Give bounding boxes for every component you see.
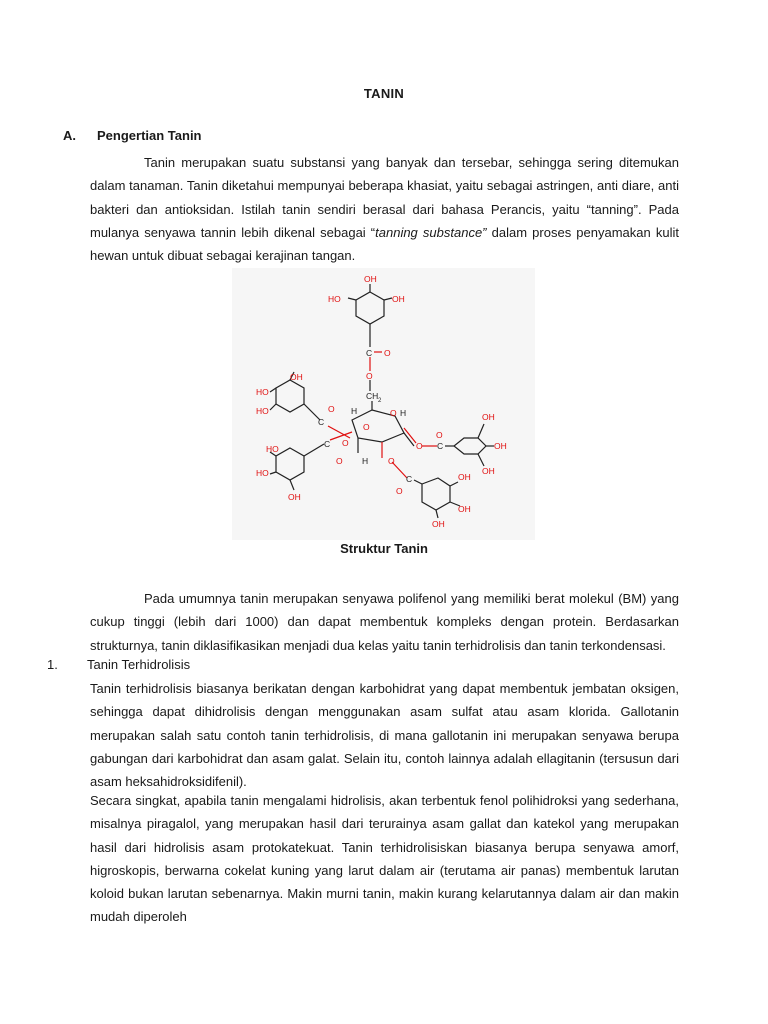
atom-oh-label: OH — [290, 372, 303, 382]
atom-oh-label: OH — [482, 412, 495, 422]
atom-ho-label: HO — [256, 406, 269, 416]
list-item — [47, 657, 190, 672]
intro-text-1: Tanin merupakan suatu substansi yang banyak dan tersebar, sehingga sering ditemukan dalam tanaman. Tanin diketahui mempunyai beberapa khasiat, yaitu sebagai astringen, anti diare, anti bakteri dan antioksidan. Istilah tanin sendiri berasal dari bahasa Perancis, yaitu “tanning”. Pada mulanya senyawa tannin lebih dikenal sebagai “ — [90, 155, 679, 240]
atom-h-label: H — [362, 456, 369, 466]
tannin-structure-figure — [232, 268, 535, 540]
atom-c-label: C — [406, 474, 413, 484]
paragraph-3: Tanin terhidrolisis biasanya berikatan dengan karbohidrat yang dapat membentuk jembatan oksigen, sehingga dapat dihidrolisis dengan menggunakan asam sulfat atau asam klorida. Gallotanin merupakan salah satu contoh tanin terhidrolisis, di mana gallotanin ini merupakan senyawa berupa gabungan dari karbohidrat dan asam galat. Selain itu, contoh lainnya adalah ellagitanin (tersusun dari asam heksahidroksidifenil). — [90, 681, 679, 790]
atom-o-label: O — [436, 430, 443, 440]
intro-emphasis: tanning substance” — [375, 224, 487, 240]
atom-ch2-subscript: 2 — [378, 398, 382, 404]
figure-caption: Struktur Tanin — [340, 541, 428, 556]
document-title: TANIN — [363, 86, 405, 101]
paragraph-4: Secara singkat, apabila tanin mengalami hidrolisis, akan terbentuk fenol polihidroksi yang sederhana, misalnya piragalol, yang merupakan hasil dari terurainya asam gallat dan katekol yang merupakan hasil dari hidrolisis asam protokatekuat. Tanin terhidrolisiskan biasanya berupa senyawa amorf, higroskopis, berwarna cokelat kuning yang larut dalam air (terutama air panas) membentuk larutan koloid bukan larutan sebenarnya. Makin murni tanin, makin kurang kelarutannya dalam air dan makin mudah diperoleh — [90, 793, 679, 925]
atom-oh-label: OH — [432, 519, 445, 529]
atom-o-label: O — [366, 371, 373, 381]
atom-o-label: O — [416, 441, 423, 451]
atom-oh-label: OH — [392, 294, 405, 304]
atom-oh-label: OH — [364, 274, 377, 284]
tannin-structure-diagram — [232, 268, 535, 540]
atom-ch2-label: CH — [366, 391, 379, 401]
atom-oh-label: OH — [458, 504, 471, 514]
section-title: Pengertian Tanin — [97, 128, 202, 143]
atom-ho-label: HO — [256, 387, 269, 397]
atom-h-label: H — [351, 406, 358, 416]
atom-oh-label: OH — [458, 472, 471, 482]
atom-oh-label: OH — [288, 492, 301, 502]
atom-o-label: O — [336, 456, 343, 466]
atom-oh-label: OH — [482, 466, 495, 476]
atom-o-label: O — [388, 456, 395, 466]
bonds — [270, 284, 494, 518]
atom-ho-label: HO — [328, 294, 341, 304]
atom-o-label: O — [396, 486, 403, 496]
atom-o-label: O — [342, 438, 349, 448]
atom-o-label: O — [363, 422, 370, 432]
atom-o-label: O — [384, 348, 391, 358]
paragraph-2 — [90, 587, 679, 657]
section-heading — [63, 128, 202, 143]
atom-labels — [256, 274, 507, 529]
atom-o-label: O — [328, 404, 335, 414]
intro-text-2: dalam proses penyamakan kulit hewan untuk dibuat sebagai kerajinan tangan. — [90, 224, 679, 264]
atom-ho-label: HO — [256, 468, 269, 478]
list-item-number: 1. — [47, 657, 58, 672]
list-item-label: Tanin Terhidrolisis — [87, 657, 191, 672]
atom-h-label: H — [400, 408, 407, 418]
intro-paragraph — [90, 151, 679, 267]
section-number: A. — [63, 128, 76, 143]
atom-ho-label: HO — [266, 444, 279, 454]
atom-c-label: C — [437, 441, 444, 451]
atom-c-label: C — [318, 417, 325, 427]
atom-o-label: O — [390, 408, 397, 418]
atom-c-label: C — [366, 348, 373, 358]
atom-oh-label: OH — [494, 441, 507, 451]
atom-c-label: C — [324, 439, 331, 449]
paragraph-2-text: Pada umumnya tanin merupakan senyawa polifenol yang memiliki berat molekul (BM) yang cukup tinggi (lebih dari 1000) dan dapat membentuk kompleks dengan protein. Berdasarkan strukturnya, tanin diklasifikasikan menjadi dua kelas yaitu tanin terhidrolisis dan tanin terkondensasi. — [90, 591, 679, 653]
